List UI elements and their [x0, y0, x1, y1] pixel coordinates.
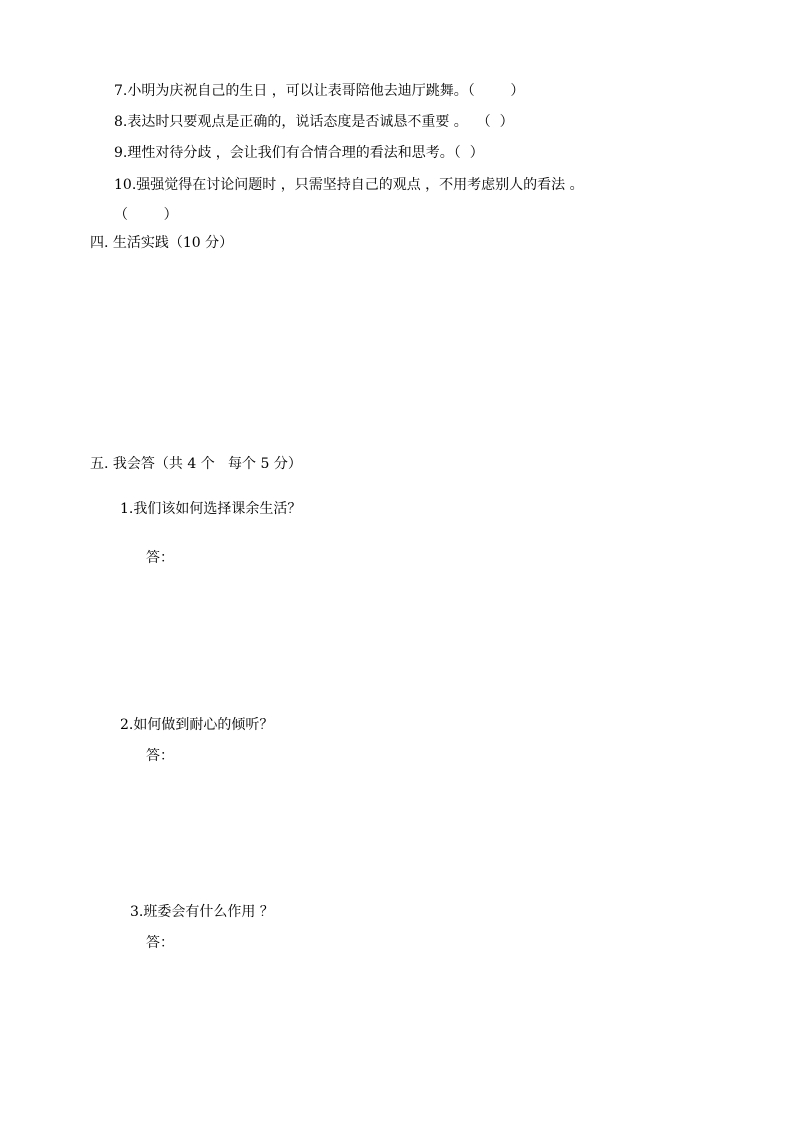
question-9: 9.理性对待分歧 ，会让我们有合情合理的看法和思考。（ ） [114, 145, 484, 161]
question-7: 7.小明为庆祝自己的生日 ，可以让表哥陪他去迪厅跳舞。（ ） [114, 83, 525, 99]
section-5-title: 五. 我会答（共 4 个 每个 5 分） [90, 456, 302, 472]
section-5-question-2: 2.如何做到耐心的倾听？ [120, 717, 274, 733]
question-10-answer-paren: （ ） [114, 207, 178, 223]
section-4-title: 四. 生活实践（10 分） [90, 235, 234, 251]
question-10: 10.强强觉得在讨论问题时 ，只需坚持自己的观点 ，不用考虑别人的看法 。 [114, 177, 584, 193]
section-5-answer-1-label: 答： [146, 550, 174, 566]
section-5-answer-2-label: 答： [146, 748, 174, 764]
section-5-answer-3-label: 答： [146, 935, 174, 951]
section-5-question-1: 1.我们该如何选择课余生活？ [120, 501, 302, 517]
section-5-question-3: 3.班委会有什么作用 ？ [130, 904, 274, 920]
question-8: 8.表达时只要观点是正确的，说话态度是否诚恳不重要 。 （ ） [114, 114, 514, 130]
